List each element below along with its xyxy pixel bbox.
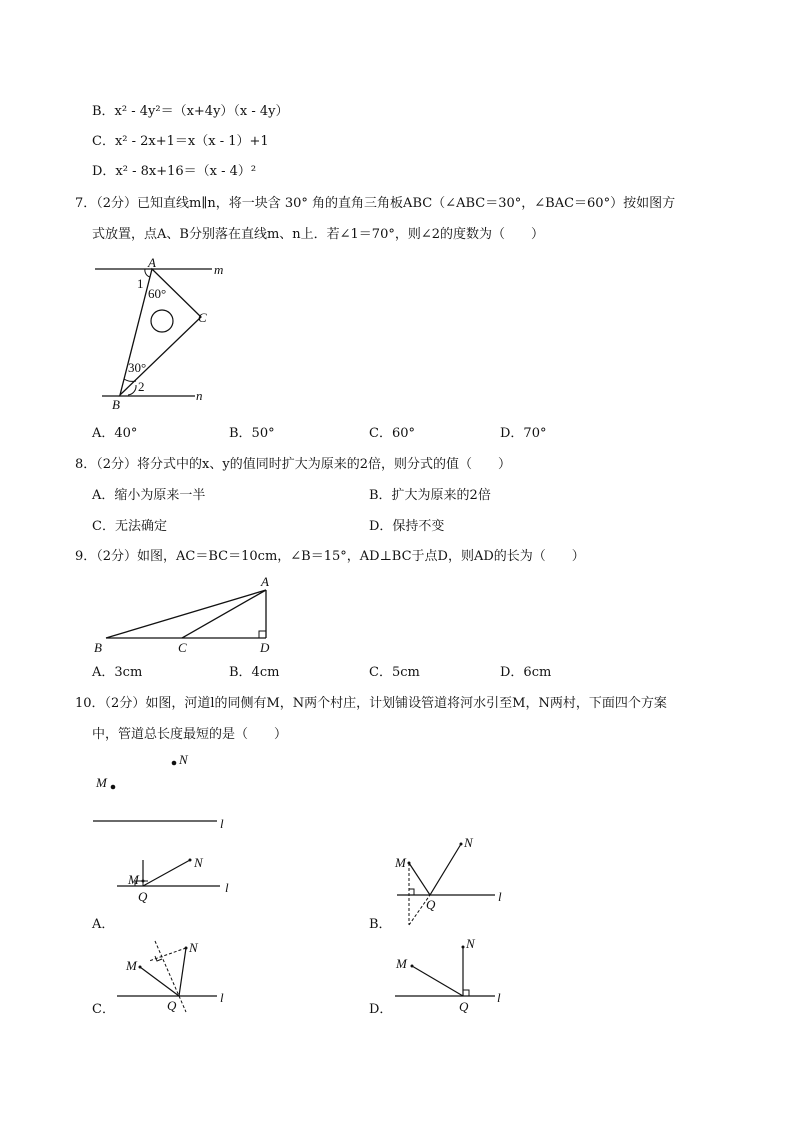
q10-option-c-figure: [115, 935, 240, 1020]
label-a: A: [261, 574, 269, 589]
svg-text:Q: Q: [426, 897, 436, 912]
label-b: B: [112, 397, 120, 412]
label-a: A: [148, 255, 156, 270]
q8-stem: 8．（2分）将分式中的x、y的值同时扩大为原来的2倍，则分式的值（ ）: [75, 457, 511, 472]
q7-option-d: D．70°: [500, 426, 547, 441]
label-c: C: [198, 310, 207, 325]
svg-text:l: l: [225, 880, 229, 895]
q10-option-a-letter: A．: [92, 917, 115, 932]
svg-text:l: l: [498, 889, 502, 904]
q9-option-a: A．3cm: [92, 665, 143, 680]
q7-figure: [90, 255, 240, 415]
q10-stem-line1: 10．（2分）如图，河道l的同侧有M，N两个村庄，计划铺设管道将河水引至M，N两村，下面四个方案: [75, 696, 667, 711]
q6-option-b: B．x² - 4y²＝（x+4y）（x - 4y）: [92, 104, 289, 119]
q9-figure: [90, 574, 280, 656]
label-n: N: [179, 752, 188, 767]
q7-stem-line2: 式放置，点A、B分别落在直线m、n上．若∠1＝70°，则∠2的度数为（ ）: [92, 227, 545, 242]
svg-text:N: N: [194, 855, 203, 870]
label-c: C: [178, 640, 187, 655]
svg-text:N: N: [464, 835, 473, 850]
label-60: 60°: [148, 286, 167, 301]
svg-text:l: l: [220, 990, 224, 1005]
label-d: D: [260, 640, 270, 655]
label-m: M: [96, 775, 107, 790]
svg-text:N: N: [466, 936, 475, 951]
q6-option-c: C．x² - 2x+1＝x（x - 1）+1: [92, 134, 269, 149]
triangle-hole: [151, 310, 173, 332]
q8-option-d: D．保持不变: [369, 519, 445, 534]
label-l: l: [220, 816, 224, 831]
q10-option-d-letter: D．: [369, 1002, 393, 1017]
svg-text:l: l: [497, 990, 501, 1005]
svg-text:M: M: [126, 958, 137, 973]
q8-option-c: C．无法确定: [92, 519, 167, 534]
svg-text:N: N: [189, 940, 198, 955]
q10-main-figure: [90, 752, 240, 832]
q9-option-c: C．5cm: [369, 665, 420, 680]
q10-option-b-figure: [393, 835, 518, 930]
svg-text:M: M: [396, 956, 407, 971]
q9-option-d: D．6cm: [500, 665, 552, 680]
q8-option-a: A．缩小为原来一半: [92, 488, 206, 503]
q10-stem-line2: 中，管道总长度最短的是（ ）: [92, 727, 288, 742]
q10-option-b-letter: B．: [369, 917, 392, 932]
label-2: 2: [138, 379, 145, 394]
label-m: m: [214, 262, 224, 277]
q6-option-d: D．x² - 8x+16＝（x - 4）²: [92, 164, 257, 179]
label-n: n: [196, 388, 203, 403]
label-b: B: [94, 640, 102, 655]
svg-text:M: M: [395, 855, 406, 870]
svg-text:Q: Q: [459, 999, 469, 1014]
svg-text:Q: Q: [167, 998, 177, 1013]
svg-text:Q: Q: [138, 889, 148, 904]
q10-option-a-figure: [115, 850, 240, 910]
q10-option-d-figure: [393, 935, 518, 1020]
q10-option-c-letter: C．: [92, 1002, 115, 1017]
q8-option-b: B．扩大为原来的2倍: [369, 488, 491, 503]
q7-option-c: C．60°: [369, 426, 415, 441]
label-1: 1: [137, 276, 144, 291]
q7-stem-line1: 7．（2分）已知直线m∥n，将一块含 30° 角的直角三角板ABC（∠ABC＝30°，∠BAC＝60°）按如图方: [75, 196, 676, 211]
label-30: 30°: [128, 360, 147, 375]
svg-text:M: M: [128, 872, 139, 887]
q9-stem: 9．（2分）如图，AC＝BC＝10cm，∠B＝15°，AD⊥BC于点D，则AD的长为（ ）: [75, 549, 585, 564]
q7-option-b: B．50°: [229, 426, 275, 441]
q9-option-b: B．4cm: [229, 665, 280, 680]
q7-option-a: A．40°: [92, 426, 138, 441]
